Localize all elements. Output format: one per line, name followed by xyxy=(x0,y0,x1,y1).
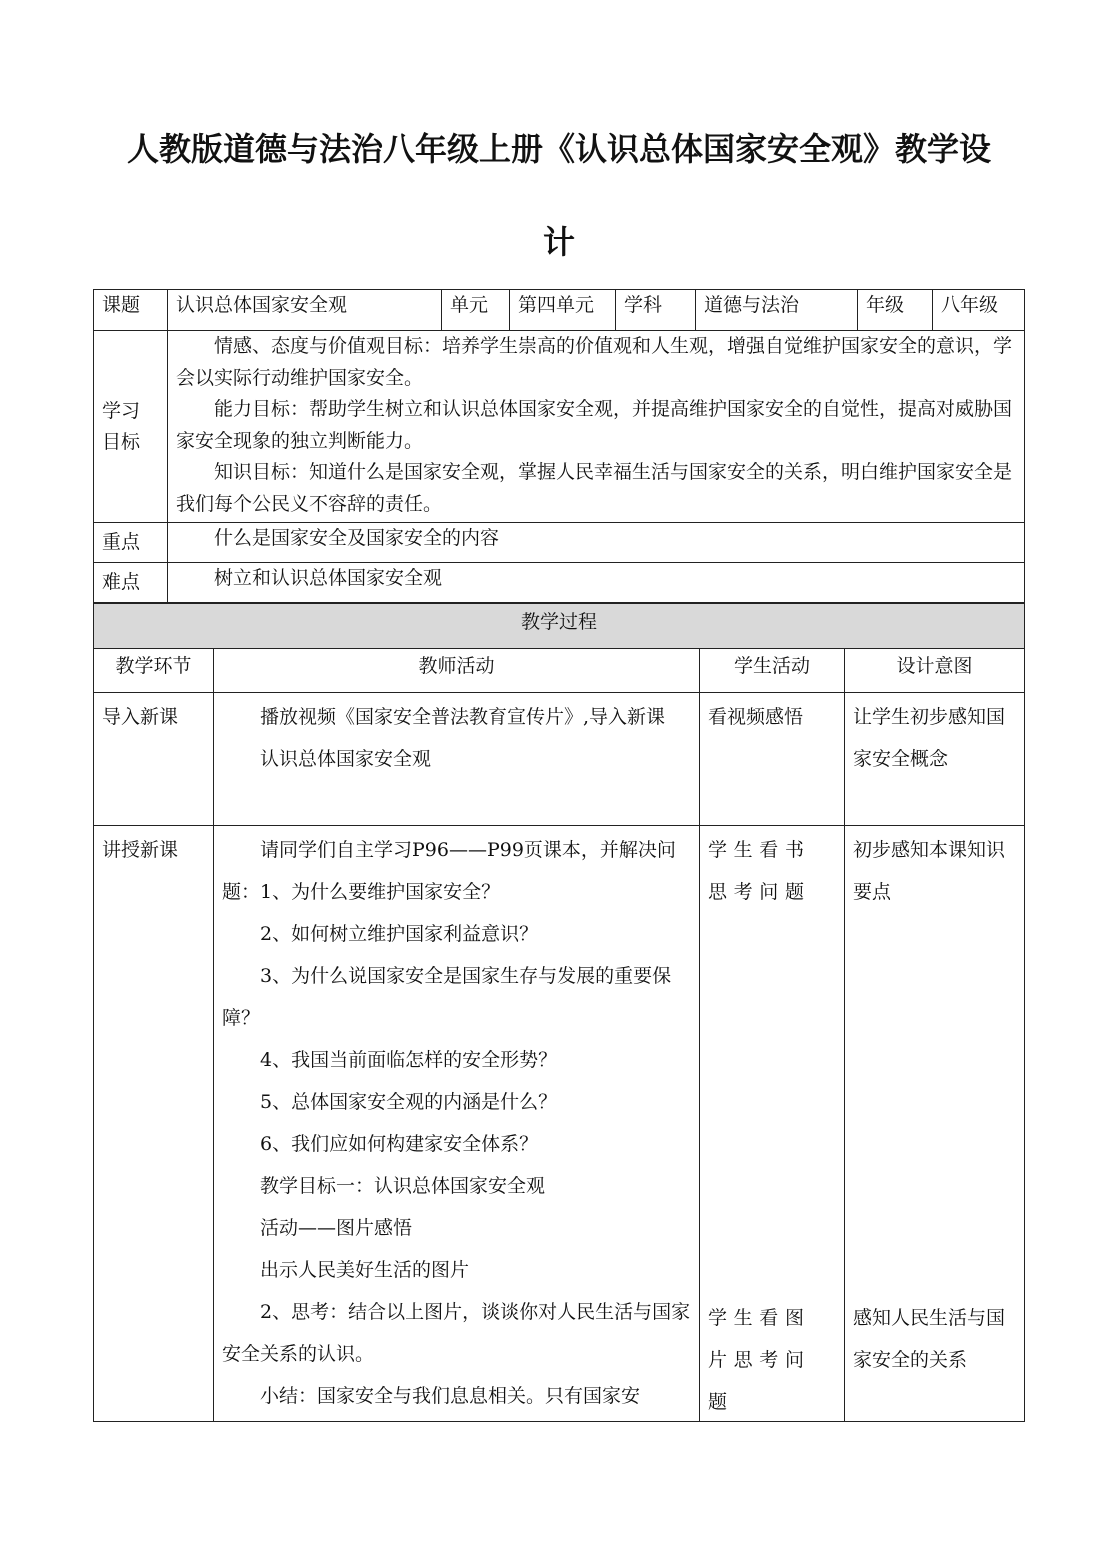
teach-teacher-item: 4、我国当前面临怎样的安全形势？ xyxy=(260,1049,558,1071)
teach-teacher-item: 2、思考：结合以上图片，谈谈你对人民生活与国家安全关系的认识。 xyxy=(222,1301,691,1365)
subject-label: 学科 xyxy=(616,290,696,331)
teach-teacher xyxy=(214,826,700,1422)
unit-value: 第四单元 xyxy=(510,290,616,331)
subject-value: 道德与法治 xyxy=(696,290,858,331)
teach-student-2: 学生看图片思考问题 xyxy=(708,1307,811,1413)
key-label: 重点 xyxy=(94,523,168,563)
topic-label: 课题 xyxy=(94,290,168,331)
teach-teacher-first: 请同学们自主学习P96——P99页课本，并解决问题：1、为什么要维护国家安全？ xyxy=(222,839,676,903)
intro-teacher xyxy=(214,693,700,826)
difficult-label: 难点 xyxy=(94,563,168,603)
process-header: 教学过程 xyxy=(94,604,1025,649)
intro-stage: 导入新课 xyxy=(94,693,214,826)
teach-teacher-item: 小结：国家安全与我们息息相关。只有国家安 xyxy=(260,1385,641,1407)
teach-intent xyxy=(845,826,1025,1422)
teach-teacher-item: 6、我们应如何构建家安全体系？ xyxy=(260,1133,539,1155)
teach-teacher-item: 2、如何树立维护国家利益意识？ xyxy=(260,923,539,945)
intro-intent: 让学生初步感知国家安全概念 xyxy=(845,693,1025,826)
teaching-process-table xyxy=(93,603,1025,1422)
goal-knowledge: 知识目标：知道什么是国家安全观，掌握人民幸福生活与国家安全的关系，明白维护国家安全是我们每个公民义不容辞的责任。 xyxy=(176,461,1013,515)
goals-label xyxy=(94,331,168,523)
teach-teacher-item: 5、总体国家安全观的内涵是什么？ xyxy=(260,1091,558,1113)
goals-content xyxy=(168,331,1025,523)
goals-label-line-2: 目标 xyxy=(102,430,141,453)
key-value: 什么是国家安全及国家安全的内容 xyxy=(168,523,1025,563)
teach-teacher-item: 3、为什么说国家安全是国家生存与发展的重要保障？ xyxy=(222,965,672,1029)
topic-value: 认识总体国家安全观 xyxy=(168,290,442,331)
document-title-line-2: 计 xyxy=(542,223,575,261)
goals-label-line-1: 学习 xyxy=(102,399,141,422)
teach-intent-1: 初步感知本课知识要点 xyxy=(853,839,1006,903)
unit-label: 单元 xyxy=(442,290,510,331)
lesson-info-table xyxy=(93,289,1025,603)
col-stage: 教学环节 xyxy=(94,649,214,693)
goal-ability: 能力目标：帮助学生树立和认识总体国家安全观，并提高维护国家安全的自觉性，提高对威胁国家安全现象的独立判断能力。 xyxy=(176,398,1013,452)
teach-intent-2: 感知人民生活与国家安全的关系 xyxy=(853,1307,1006,1371)
grade-value: 八年级 xyxy=(933,290,1025,331)
col-intent: 设计意图 xyxy=(845,649,1025,693)
teach-teacher-item: 活动——图片感悟 xyxy=(260,1217,413,1239)
col-student: 学生活动 xyxy=(700,649,845,693)
teach-teacher-item: 出示人民美好生活的图片 xyxy=(260,1259,470,1281)
intro-student: 看视频感悟 xyxy=(700,693,845,826)
grade-label: 年级 xyxy=(858,290,933,331)
document-title-line-1: 人教版道德与法治八年级上册《认识总体国家安全观》教学设 xyxy=(126,130,991,168)
teach-student xyxy=(700,826,845,1422)
teach-teacher-item: 教学目标一：认识总体国家安全观 xyxy=(260,1175,546,1197)
difficult-value: 树立和认识总体国家安全观 xyxy=(168,563,1025,603)
teach-stage: 讲授新课 xyxy=(94,826,214,1422)
teach-student-1: 学生看书思考问题 xyxy=(708,839,811,903)
col-teacher: 教师活动 xyxy=(214,649,700,693)
intro-teacher-line-1: 播放视频《国家安全普法教育宣传片》,导入新课 xyxy=(260,706,666,728)
intro-teacher-line-2: 认识总体国家安全观 xyxy=(260,748,432,770)
goal-emotion: 情感、态度与价值观目标：培养学生崇高的价值观和人生观，增强自觉维护国家安全的意识，学会以实际行动维护国家安全。 xyxy=(176,335,1013,389)
